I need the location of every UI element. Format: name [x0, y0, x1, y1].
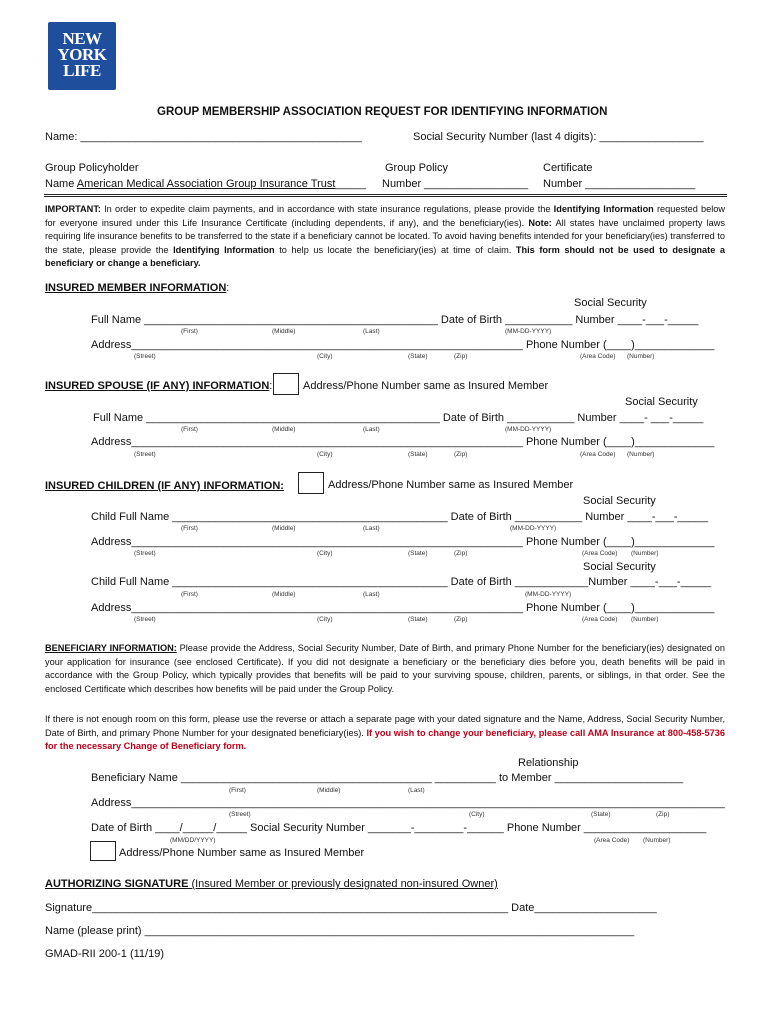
children-same-address-label: Address/Phone Number same as Insured Member — [328, 479, 574, 491]
street-sublabel: (Street) — [134, 353, 156, 360]
child2-ss-label: Social Security — [583, 561, 656, 573]
last-sublabel: (Last) — [363, 328, 380, 335]
logo-line-1: NEW — [62, 29, 102, 48]
area-code-sublabel: (Area Code) — [582, 550, 618, 557]
zip-sublabel: (Zip) — [454, 451, 468, 458]
divider — [44, 194, 727, 195]
spouse-ss-label: Social Security — [625, 396, 698, 408]
colon: : — [269, 380, 273, 392]
number-sublabel: (Number) — [631, 550, 659, 557]
dob-sublabel: (MM-DD-YYYY) — [505, 328, 552, 335]
area-code-sublabel: (Area Code) — [594, 837, 630, 844]
number-sublabel: (Number) — [627, 353, 655, 360]
zip-sublabel: (Zip) — [454, 353, 468, 360]
member-heading — [45, 282, 229, 295]
group-policy-label: Group Policy — [385, 162, 448, 174]
beneficiary-address-field[interactable]: Address_________________________________________________________________________________________________ — [91, 797, 725, 809]
signature-heading — [45, 878, 498, 891]
beneficiary-heading: BENEFICIARY INFORMATION: — [45, 643, 177, 653]
state-sublabel: (State) — [591, 811, 611, 818]
area-code-sublabel: (Area Code) — [582, 616, 618, 623]
beneficiary-note-text: If there is not enough room on this form, please use the reverse or attach a separate page with your dated signature and the Name, Address, Social Security Number, Date of Birth, and primary Phone Number for your designated beneficiary(ies). — [45, 714, 725, 738]
state-sublabel: (State) — [408, 550, 428, 557]
member-heading-text: INSURED MEMBER INFORMATION — [45, 282, 227, 294]
change-beneficiary-warning: If you wish to change your beneficiary, please call AMA Insurance at 800-458-5736 for the necessary Change of Beneficiary form. — [45, 727, 726, 751]
signature-date-field[interactable]: Signature____________________________________________________________________ Date____________________ — [45, 902, 657, 914]
children-heading: INSURED CHILDREN (IF ANY) INFORMATION: — [45, 480, 284, 492]
important-text: In order to expedite claim payments, and in accordance with state insurance regulations, please provide the — [100, 204, 554, 214]
number-sublabel: (Number) — [631, 616, 659, 623]
group-policy-number-field[interactable]: Number _________________ — [382, 178, 529, 190]
zip-sublabel: (Zip) — [656, 811, 670, 818]
street-sublabel: (Street) — [229, 811, 251, 818]
number-sublabel: (Number) — [643, 837, 671, 844]
spouse-same-address-label: Address/Phone Number same as Insured Member — [303, 380, 549, 392]
child1-address-field[interactable]: Address________________________________________________________________ Phone Number (____)_____________ — [91, 536, 715, 548]
child1-full-name-field[interactable]: Child Full Name _____________________________________________ Date of Birth ___________ Number ____-___-_____ — [91, 511, 709, 523]
spouse-full-name-field[interactable]: Full Name ________________________________________________ Date of Birth ___________ Number ____- ___-_____ — [93, 412, 704, 424]
first-sublabel: (First) — [181, 328, 198, 335]
ssn-last4-field[interactable]: Social Security Number (last 4 digits): _________________ — [413, 131, 704, 143]
city-sublabel: (City) — [317, 616, 333, 623]
city-sublabel: (City) — [469, 811, 485, 818]
first-sublabel: (First) — [229, 787, 246, 794]
logo-line-3: LIFE — [63, 61, 101, 80]
last-sublabel: (Last) — [408, 787, 425, 794]
middle-sublabel: (Middle) — [317, 787, 341, 794]
signature-heading-text: AUTHORIZING SIGNATURE — [45, 878, 189, 890]
member-address-field[interactable]: Address________________________________________________________________ Phone Number (____)_____________ — [91, 339, 715, 351]
last-sublabel: (Last) — [363, 591, 380, 598]
form-number: GMAD-RII 200-1 (11/19) — [45, 948, 165, 960]
zip-sublabel: (Zip) — [454, 550, 468, 557]
number-sublabel: (Number) — [627, 451, 655, 458]
last-sublabel: (Last) — [363, 426, 380, 433]
child2-full-name-field[interactable]: Child Full Name _____________________________________________ Date of Birth ____________Number ____-___-_____ — [91, 576, 712, 588]
state-sublabel: (State) — [408, 451, 428, 458]
dob-sublabel: (MM-DD-YYYY) — [505, 426, 552, 433]
dob-sublabel: (MM/DD/YYYY) — [170, 837, 216, 844]
spouse-heading-text: INSURED SPOUSE (IF ANY) INFORMATION — [45, 380, 270, 392]
beneficiary-instructions — [45, 642, 725, 696]
beneficiary-same-address-label: Address/Phone Number same as Insured Member — [119, 847, 365, 859]
spouse-heading — [45, 380, 272, 393]
dob-sublabel: (MM-DD-YYYY) — [510, 525, 557, 532]
city-sublabel: (City) — [317, 353, 333, 360]
spouse-same-address-checkbox[interactable] — [273, 373, 299, 395]
state-sublabel: (State) — [408, 616, 428, 623]
form-title: GROUP MEMBERSHIP ASSOCIATION REQUEST FOR IDENTIFYING INFORMATION — [157, 106, 608, 118]
area-code-sublabel: (Area Code) — [580, 353, 616, 360]
city-sublabel: (City) — [317, 550, 333, 557]
beneficiary-text: Please provide the Address, Social Security Number, Date of Birth, and primary Phone Number for the beneficiary(ies) designated on your application for insurance (see enclosed Certificate). If you did not designate a beneficiary or the beneficiary dies before you, death benefits will be paid in accordance with the Group Policy, which typically provides that benefits will be paid to your surviving spouse, children, parents, or siblings, in that order. See the enclosed Certificate which describes how benefits will be paid under the Group Policy. — [45, 643, 725, 694]
important-text: to help us locate the beneficiary(ies) at time of claim. — [274, 244, 516, 255]
note-label: Note: — [528, 217, 552, 228]
children-same-address-checkbox[interactable] — [298, 472, 324, 494]
city-sublabel: (City) — [317, 451, 333, 458]
colon: : — [226, 282, 230, 294]
middle-sublabel: (Middle) — [272, 525, 296, 532]
middle-sublabel: (Middle) — [272, 328, 296, 335]
logo-line-2: YORK — [57, 45, 107, 64]
area-code-sublabel: (Area Code) — [580, 451, 616, 458]
important-bold: Identifying Information — [553, 204, 654, 214]
name-field[interactable]: Name: ______________________________________________ — [45, 131, 362, 143]
child1-ss-label: Social Security — [583, 495, 656, 507]
beneficiary-same-address-checkbox[interactable] — [90, 841, 116, 861]
important-notice — [45, 203, 725, 271]
beneficiary-name-field[interactable]: Beneficiary Name _________________________________________ __________ to Member _____________________ — [91, 772, 684, 784]
gp-name-label: Name — [45, 178, 75, 190]
last-sublabel: (Last) — [363, 525, 380, 532]
member-ss-label: Social Security — [574, 297, 647, 309]
important-warning: This form should not be used to designate a beneficiary or change a beneficiary. — [45, 244, 726, 268]
certificate-number-field[interactable]: Number __________________ — [543, 178, 696, 190]
important-text: All states have unclaimed property laws requiring life insurance benefits to be transferred to the state if a beneficiary cannot be located. To avoid having benefits intended for your beneficiary(ies) transferred to the state, please provide the — [45, 217, 725, 255]
first-sublabel: (First) — [181, 426, 198, 433]
important-bold: Identifying Information — [173, 244, 275, 255]
zip-sublabel: (Zip) — [454, 616, 468, 623]
street-sublabel: (Street) — [134, 550, 156, 557]
gp-name-value: American Medical Association Group Insurance Trust — [76, 178, 336, 190]
first-sublabel: (First) — [181, 591, 198, 598]
group-policyholder-label: Group Policyholder — [45, 162, 139, 174]
street-sublabel: (Street) — [134, 451, 156, 458]
first-sublabel: (First) — [181, 525, 198, 532]
important-text: requested below for everyone insured under this Life Insurance Certificate (including dependents, if any), and the beneficiary(ies). — [45, 204, 725, 228]
beneficiary-note — [45, 713, 725, 754]
relationship-label: Relationship — [518, 757, 579, 769]
middle-sublabel: (Middle) — [272, 591, 296, 598]
signature-heading-note: (Insured Member or previously designated non-insured Owner) — [188, 878, 498, 890]
dob-sublabel: (MM-DD-YYYY) — [525, 591, 572, 598]
certificate-label: Certificate — [543, 162, 593, 174]
divider — [44, 196, 727, 197]
state-sublabel: (State) — [408, 353, 428, 360]
beneficiary-dob-ssn-phone-field[interactable]: Date of Birth ____/_____/_____ Social Security Number _______-________-______ Phone Number ____________________ — [91, 822, 707, 834]
middle-sublabel: (Middle) — [272, 426, 296, 433]
street-sublabel: (Street) — [134, 616, 156, 623]
child2-address-field[interactable]: Address________________________________________________________________ Phone Number (____)_____________ — [91, 602, 715, 614]
member-full-name-field[interactable]: Full Name ________________________________________________ Date of Birth ___________ Number ____-___-_____ — [91, 314, 699, 326]
spouse-address-field[interactable]: Address________________________________________________________________ Phone Number (____)_____________ — [91, 436, 715, 448]
new-york-life-logo — [48, 22, 116, 90]
group-policyholder-name: Name American Medical Association Group Insurance Trust_____ — [45, 178, 367, 190]
print-name-field[interactable]: Name (please print) ________________________________________________________________________________ — [45, 925, 635, 937]
important-label: IMPORTANT: — [45, 204, 101, 214]
